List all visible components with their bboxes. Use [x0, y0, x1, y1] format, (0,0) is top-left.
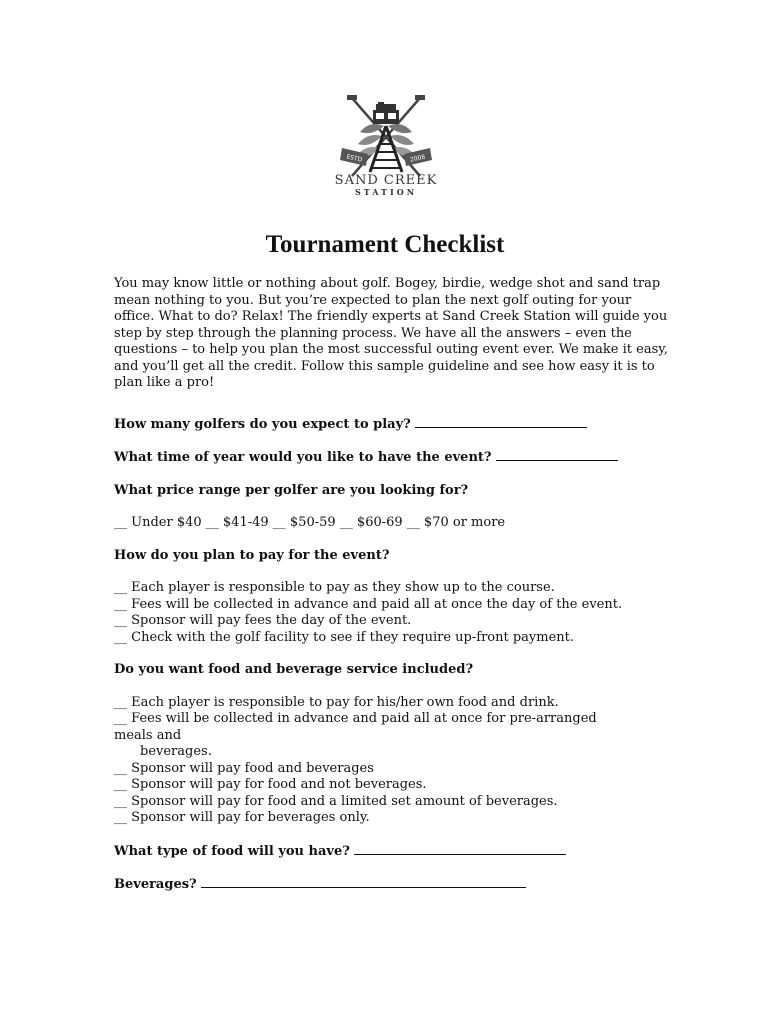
food-option-cont: beverages. [140, 744, 212, 759]
pay-options [114, 580, 674, 646]
page-title: Tournament Checklist [265, 231, 505, 258]
logo-name: SAND CREEK [334, 173, 438, 188]
beverages-blank[interactable] [201, 876, 526, 888]
golfers-blank[interactable] [415, 416, 587, 428]
logo-subtitle: STATION [354, 187, 418, 197]
question-golfers: How many golfers do you expect to play? [114, 416, 674, 434]
pay-option[interactable]: __ Each player is responsible to pay as they show up to the course. [114, 580, 555, 595]
question-beverages: Beverages? [114, 876, 674, 894]
food-option[interactable]: __ Sponsor will pay for beverages only. [114, 810, 370, 825]
question-price-range: What price range per golfer are you looking for? [114, 482, 469, 498]
food-options [114, 695, 674, 827]
pay-option[interactable]: __ Check with the golf facility to see if they require up-front payment. [114, 629, 575, 645]
question-food-type: What type of food will you have? [114, 843, 674, 861]
price-options[interactable]: __ Under $40 __ $41-49 __ $50-59 __ $60-69 __ $70 or more [114, 515, 506, 530]
question-pay: How do you plan to pay for the event? [114, 547, 390, 563]
food-option-cont: meals and [114, 727, 182, 743]
svg-text:2008: 2008 [409, 153, 426, 164]
question-food-beverage: Do you want food and beverage service included? [114, 662, 474, 677]
pay-option[interactable]: __ Fees will be collected in advance and paid all at once the day of the event. [114, 596, 623, 612]
svg-text:ESTD: ESTD [345, 153, 363, 164]
question-time-of-year: What time of year would you like to have the event? [114, 449, 674, 467]
pay-option[interactable]: __ Sponsor will pay fees the day of the event. [114, 613, 412, 628]
checklist-content [114, 276, 674, 910]
food-option[interactable]: __ Sponsor will pay food and beverages [114, 760, 374, 776]
food-option[interactable]: __ Fees will be collected in advance and paid all at once for pre-arranged [114, 711, 597, 726]
food-option[interactable]: __ Sponsor will pay for food and not beverages. [114, 777, 427, 792]
time-of-year-blank[interactable] [496, 449, 618, 461]
food-option[interactable]: __ Sponsor will pay for food and a limited set amount of beverages. [114, 793, 558, 809]
food-option[interactable]: __ Each player is responsible to pay for his/her own food and drink. [114, 694, 559, 710]
food-type-blank[interactable] [354, 843, 566, 855]
intro-paragraph: You may know little or nothing about golf. Bogey, birdie, wedge shot and sand trap mean nothing to you. But you’re expected to plan the next golf outing for your office. What to do? Relax! The friendly experts at Sand Creek Station will guide you step by step through the planning process. We have all the answers – even the questions – to help you plan the most successful outing event ever. We make it easy, and you’ll get all the credit. Follow this sample guideline and see how easy it is to plan like a pro! [114, 276, 669, 390]
